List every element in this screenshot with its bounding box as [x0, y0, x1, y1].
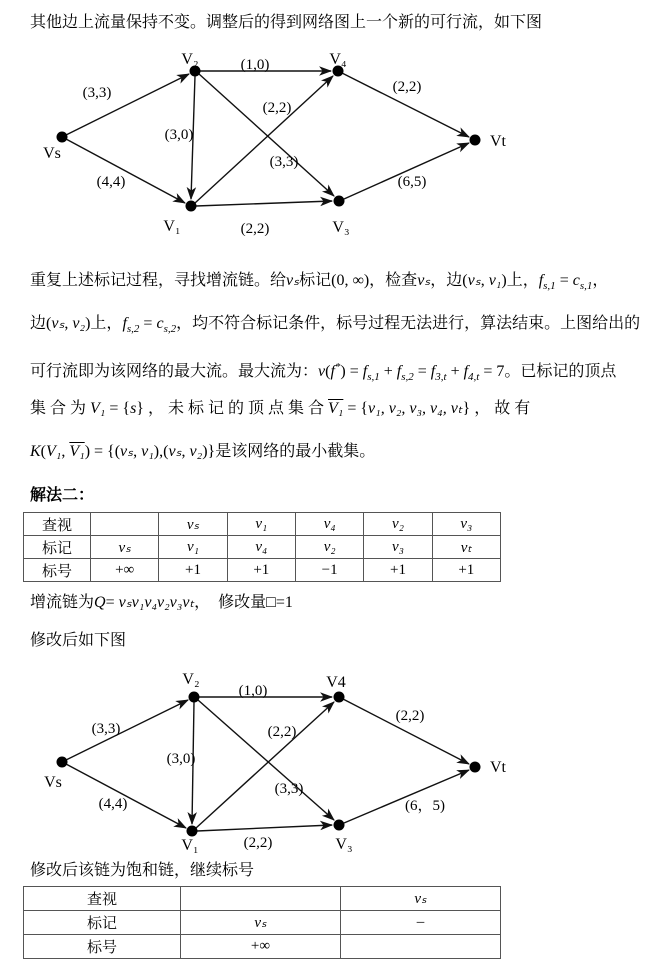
node-label-v1: V₁ [181, 837, 199, 854]
table-cell: +1 [364, 559, 432, 582]
edge-v1-v4 [196, 702, 334, 828]
edge-v1-v3 [197, 825, 332, 831]
node-label-vs: Vs [43, 145, 61, 162]
edge-label-vs-v1: (4,4) [98, 796, 128, 812]
paragraph-line-1: 重复上述标记过程，寻找增流链。给νₛ标记(0, ∞)，检查νₛ，边(νₛ, ν₁)上，$f_{s,1} = c_{s,1}$， [30, 272, 609, 292]
node-label-v2: V₂ [181, 51, 199, 68]
node-label-vt: Vt [490, 759, 506, 776]
saturated-chain-caption: 修改后该链为饱和链，继续标号 [30, 862, 255, 879]
edge-label-vs-v2: (3,3) [82, 85, 112, 101]
node-vt [470, 762, 481, 773]
edge-label-v2-v4: (1,0) [238, 683, 268, 699]
node-v1 [187, 826, 198, 837]
paragraph-line-3: 可行流即为该网络的最大流。最大流为：$\nu(f^*) = f_{s,1} + f_{s,2} = f_{3,t} + f_{4,t} = 7$。已标记的顶点 [30, 361, 617, 383]
table-cell: 标记 [24, 911, 181, 935]
node-vs [57, 132, 68, 143]
table-cell [181, 887, 341, 911]
edge-label-v1-v4: (2,2) [267, 724, 297, 740]
table-cell: ν₁ [227, 513, 295, 536]
solution-2-heading: 解法二： [30, 487, 95, 504]
table-cell: νₛ [341, 887, 501, 911]
edge-v1-v4 [195, 76, 333, 203]
table-cell: +∞ [181, 935, 341, 959]
table-cell: 查视 [24, 513, 91, 536]
node-v2 [189, 692, 200, 703]
table-row [24, 559, 501, 582]
table-row [24, 911, 501, 935]
edge-label-v1-v3: (2,2) [240, 221, 270, 237]
table-cell: +∞ [91, 559, 159, 582]
label-table-2 [23, 886, 501, 959]
node-vt [470, 135, 481, 146]
table-cell: +1 [159, 559, 227, 582]
edge-v3-vt [344, 143, 469, 199]
paragraph-line-2: 边(νₛ, ν₂)上，$f_{s,2} = c_{s,2}$，均不符合标记条件，标号过程无法进行，算法结束。上图给出的 [30, 315, 641, 335]
edge-label-v2-v1: (3,0) [166, 751, 196, 767]
edge-v3-vt [344, 770, 469, 823]
table-cell: ν₄ [227, 536, 295, 559]
edge-label-v4-vt: (2,2) [395, 708, 425, 724]
edge-vs-v2 [66, 74, 189, 135]
node-v4 [334, 692, 345, 703]
table-cell: νₜ [432, 536, 500, 559]
edge-v2-v3 [198, 700, 334, 820]
table-row [24, 935, 501, 959]
node-vs [57, 757, 68, 768]
flow-diagram-2 [0, 660, 652, 860]
node-v3 [334, 196, 345, 207]
table-row [24, 513, 501, 536]
node-label-v2: V₂ [182, 671, 200, 688]
table-cell: ν₂ [364, 513, 432, 536]
edge-label-vs-v1: (4,4) [96, 174, 126, 190]
node-label-v4: V₄ [329, 51, 347, 68]
intro-text: 其他边上流量保持不变。调整后的得到网络图上一个新的可行流，如下图 [30, 14, 543, 31]
edge-label-v1-v3: (2,2) [243, 835, 273, 851]
table-cell: νₛ [181, 911, 341, 935]
edge-label-v2-v3: (3,3) [274, 781, 304, 797]
node-label-vt: Vt [490, 133, 506, 150]
augmenting-chain-line: 增流链为Q= νₛν₁ν₄ν₂ν₃νₜ， 修改量□=1 [30, 594, 293, 611]
table-row [24, 536, 501, 559]
table-cell [341, 935, 501, 959]
label-table-1 [23, 512, 501, 582]
edge-label-v3-vt: (6,5) [397, 174, 427, 190]
node-label-v1: V₁ [163, 218, 181, 235]
table-cell: ν₃ [432, 513, 500, 536]
edge-vs-v1 [66, 139, 185, 203]
table-cell: 标记 [24, 536, 91, 559]
edge-v2-v3 [199, 74, 334, 196]
table-cell: −1 [295, 559, 363, 582]
table-cell: – [341, 911, 501, 935]
table-cell: 查视 [24, 887, 181, 911]
node-v1 [186, 201, 197, 212]
after-modify-caption: 修改后如下图 [30, 632, 127, 649]
table-cell: νₛ [159, 513, 227, 536]
table-cell: ν₄ [295, 513, 363, 536]
table-cell: ν₃ [364, 536, 432, 559]
edge-label-vs-v2: (3,3) [91, 721, 121, 737]
table-cell: ν₁ [159, 536, 227, 559]
edge-label-v3-vt: (6，5) [405, 798, 445, 814]
node-label-v3: V₃ [335, 836, 353, 853]
edge-label-v2-v1: (3,0) [164, 127, 194, 143]
paragraph-line-4: 集 合 为 V₁ = {s} ， 未 标 记 的 顶 点 集 合 V₁ = {ν₁, ν₂, ν₃, ν₄, νₜ} ， 故 有 [30, 400, 531, 417]
table-cell [91, 513, 159, 536]
table-cell: ν₂ [295, 536, 363, 559]
table-cell: 标号 [24, 559, 91, 582]
table-cell: +1 [432, 559, 500, 582]
edge-label-v2-v3: (3,3) [269, 154, 299, 170]
table-cell: +1 [227, 559, 295, 582]
node-label-v3: V₃ [332, 219, 350, 236]
edge-v1-v3 [196, 201, 332, 206]
node-label-v4: V4 [326, 674, 346, 691]
flow-diagram-1 [0, 48, 652, 253]
edge-label-v4-vt: (2,2) [392, 79, 422, 95]
paragraph-line-5: K(V₁, V₁) = {(νₛ, ν₁),(νₛ, ν₂)}是该网络的最小截集。 [30, 443, 376, 460]
edge-label-v2-v4: (1,0) [240, 57, 270, 73]
table-cell: 标号 [24, 935, 181, 959]
table-cell: νₛ [91, 536, 159, 559]
edge-label-v1-v4: (2,2) [262, 100, 292, 116]
node-label-vs: Vs [44, 774, 62, 791]
node-v3 [334, 820, 345, 831]
table-row [24, 887, 501, 911]
